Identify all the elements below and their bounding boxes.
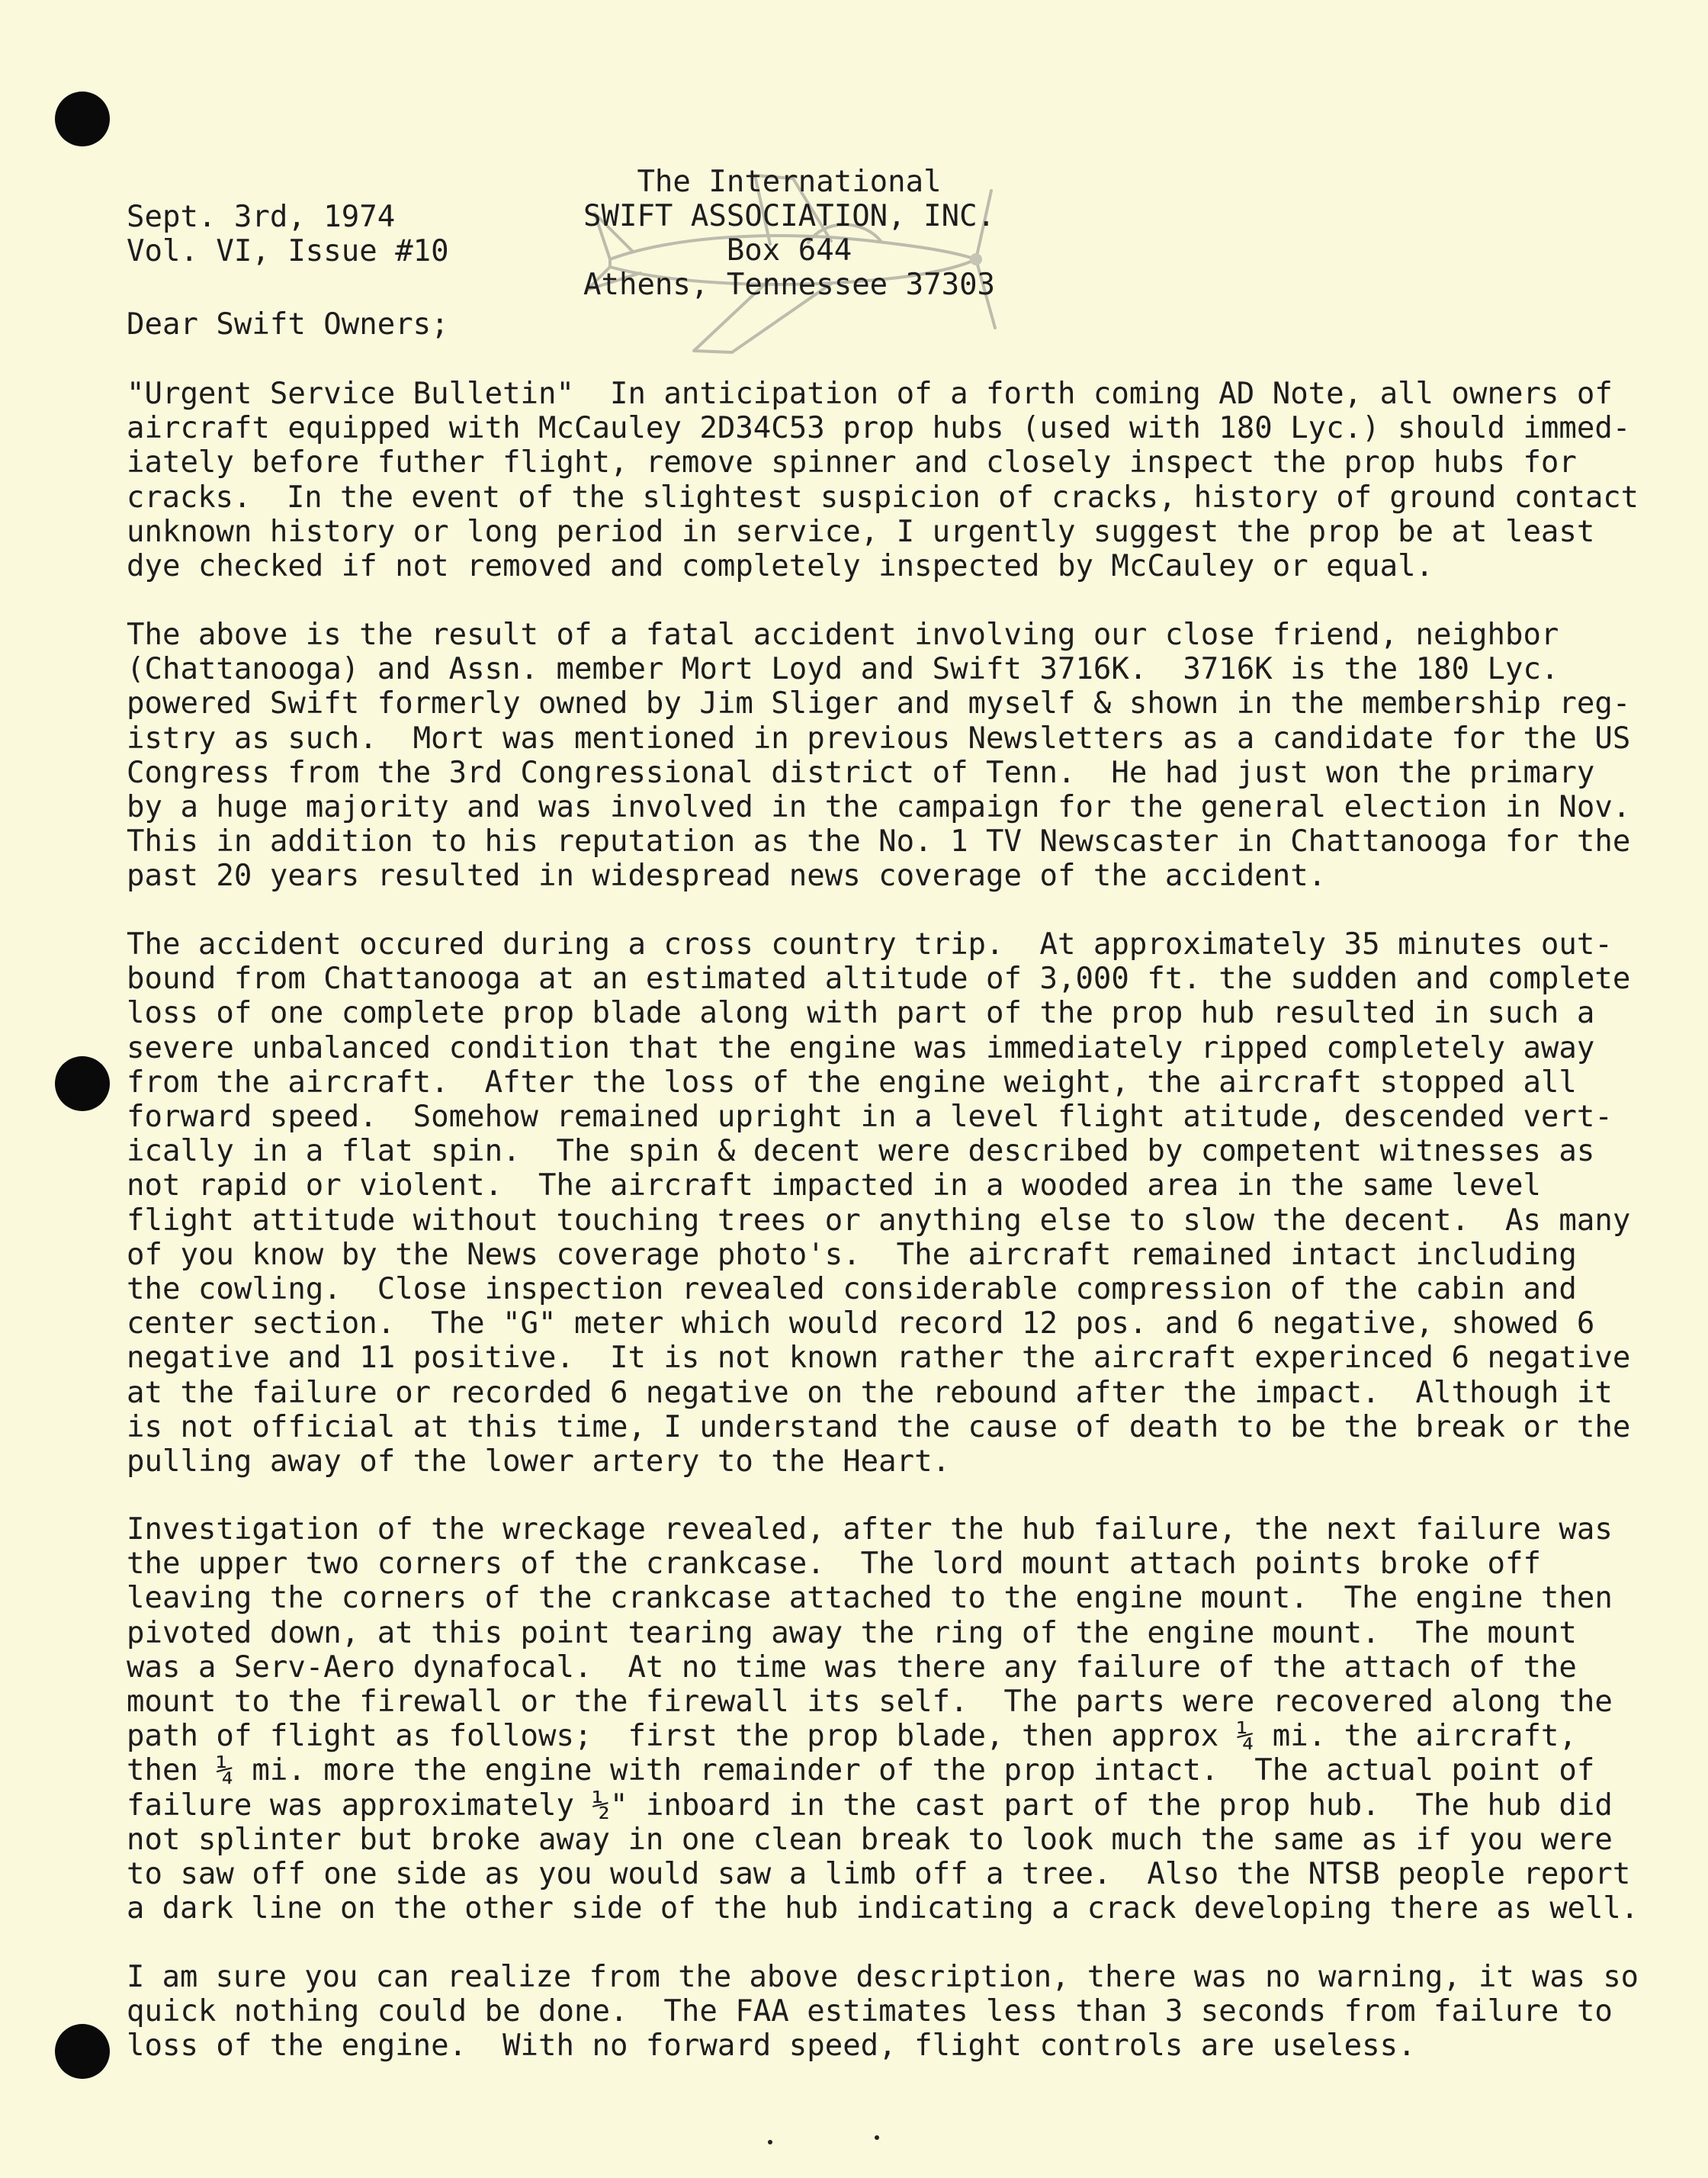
body-line: ically in a flat spin. The spin & decent were described by competent witnesses as (127, 1134, 1595, 1169)
body-line: powered Swift formerly owned by Jim Sliger and myself & shown in the membership reg- (127, 686, 1631, 721)
address-line-1: The International (637, 165, 942, 199)
body-line: a dark line on the other side of the hub indicating a crack developing there as well. (127, 1891, 1639, 1926)
body-line: aircraft equipped with McCauley 2D34C53 prop hubs (used with 180 Lyc.) should immed- (127, 411, 1631, 446)
body-line: of you know by the News coverage photo's. The aircraft remained intact including (127, 1237, 1577, 1272)
body-line: Investigation of the wreckage revealed, after the hub failure, the next failure was (127, 1512, 1613, 1547)
body-line: flight attitude without touching trees or anything else to slow the decent. As many (127, 1203, 1631, 1238)
body-line: The accident occured during a cross country trip. At approximately 35 minutes out- (127, 927, 1613, 962)
association-address (583, 165, 995, 302)
issue-date: Sept. 3rd, 1974 (127, 200, 396, 234)
body-line: cracks. In the event of the slightest suspicion of cracks, history of ground contact (127, 480, 1639, 515)
punch-hole-middle (55, 1056, 110, 1111)
punch-hole-top (55, 92, 110, 146)
body-line: leaving the corners of the crankcase attached to the engine mount. The engine then (127, 1581, 1613, 1616)
body-line: not rapid or violent. The aircraft impacted in a wooded area in the same level (127, 1168, 1541, 1203)
body-line: The above is the result of a fatal accident involving our close friend, neighbor (127, 618, 1559, 652)
body-line: This in addition to his reputation as the No. 1 TV Newscaster in Chattanooga for the (127, 824, 1631, 859)
body-line: unknown history or long period in service, I urgently suggest the prop be at least (127, 514, 1595, 549)
body-line: pivoted down, at this point tearing away the ring of the engine mount. The mount (127, 1615, 1577, 1650)
body-line: mount to the firewall or the firewall its self. The parts were recovered along the (127, 1685, 1613, 1719)
body-line: negative and 11 positive. It is not known rather the aircraft experinced 6 negative (127, 1341, 1631, 1376)
body-line: (Chattanooga) and Assn. member Mort Loyd and Swift 3716K. 3716K is the 180 Lyc. (127, 652, 1559, 687)
body-line: severe unbalanced condition that the engine was immediately ripped completely away (127, 1030, 1595, 1065)
body-line: from the aircraft. After the loss of the engine weight, the aircraft stopped all (127, 1065, 1577, 1100)
body-line: loss of the engine. With no forward speed, flight controls are useless. (127, 2029, 1416, 2064)
body-line: is not official at this time, I understand the cause of death to be the break or the (127, 1409, 1631, 1444)
body-line: then ¼ mi. more the engine with remainder of the prop intact. The actual point of (127, 1753, 1595, 1788)
body-line: to saw off one side as you would saw a limb off a tree. Also the NTSB people report (127, 1857, 1631, 1891)
body-line: path of flight as follows; first the prop blade, then approx ¼ mi. the aircraft, (127, 1719, 1577, 1754)
body-line: istry as such. Mort was mentioned in previous Newsletters as a candidate for the US (127, 721, 1631, 756)
body-line: the cowling. Close inspection revealed considerable compression of the cabin and (127, 1272, 1577, 1306)
body-line: at the failure or recorded 6 negative on the rebound after the impact. Although it (127, 1375, 1613, 1410)
header-date-block (127, 200, 449, 268)
body-line: past 20 years resulted in widespread news coverage of the accident. (127, 859, 1327, 894)
body-line: I am sure you can realize from the above description, there was no warning, it was so (127, 1960, 1639, 1994)
address-line-3: Box 644 (726, 233, 852, 268)
address-line-4: Athens, Tennessee 37303 (583, 268, 996, 302)
stray-mark (768, 2140, 772, 2144)
stray-mark (875, 2135, 879, 2140)
body-line: forward speed. Somehow remained upright in a level flight atitude, descended vert- (127, 1100, 1613, 1134)
body-line: not splinter but broke away in one clean break to look much the same as if you were (127, 1822, 1613, 1857)
body-line: failure was approximately ½" inboard in the cast part of the prop hub. The hub did (127, 1788, 1613, 1823)
body-line: "Urgent Service Bulletin" In anticipation of a forth coming AD Note, all owners of (127, 377, 1613, 411)
body-line: iately before futher flight, remove spinner and closely inspect the prop hubs for (127, 445, 1577, 480)
body-line: by a huge majority and was involved in the campaign for the general election in Nov. (127, 790, 1631, 824)
body-line: pulling away of the lower artery to the Heart. (127, 1444, 951, 1479)
address-line-2: SWIFT ASSOCIATION, INC. (583, 199, 996, 233)
punch-hole-bottom (55, 2024, 110, 2079)
body-line: quick nothing could be done. The FAA estimates less than 3 seconds from failure to (127, 1994, 1613, 2029)
body-line: bound from Chattanooga at an estimated altitude of 3,000 ft. the sudden and complete (127, 962, 1631, 997)
salutation: Dear Swift Owners; (127, 307, 449, 342)
body-line: the upper two corners of the crankcase. The lord mount attach points broke off (127, 1547, 1541, 1582)
body-line: dye checked if not removed and completely inspected by McCauley or equal. (127, 549, 1434, 583)
body-line: Congress from the 3rd Congressional district of Tenn. He had just won the primary (127, 755, 1595, 790)
issue-volume: Vol. VI, Issue #10 (127, 234, 449, 268)
body-line: loss of one complete prop blade along with part of the prop hub resulted in such a (127, 996, 1595, 1031)
body-line: was a Serv-Aero dynafocal. At no time was there any failure of the attach of the (127, 1650, 1577, 1685)
body-line: center section. The "G" meter which would record 12 pos. and 6 negative, showed 6 (127, 1306, 1595, 1341)
